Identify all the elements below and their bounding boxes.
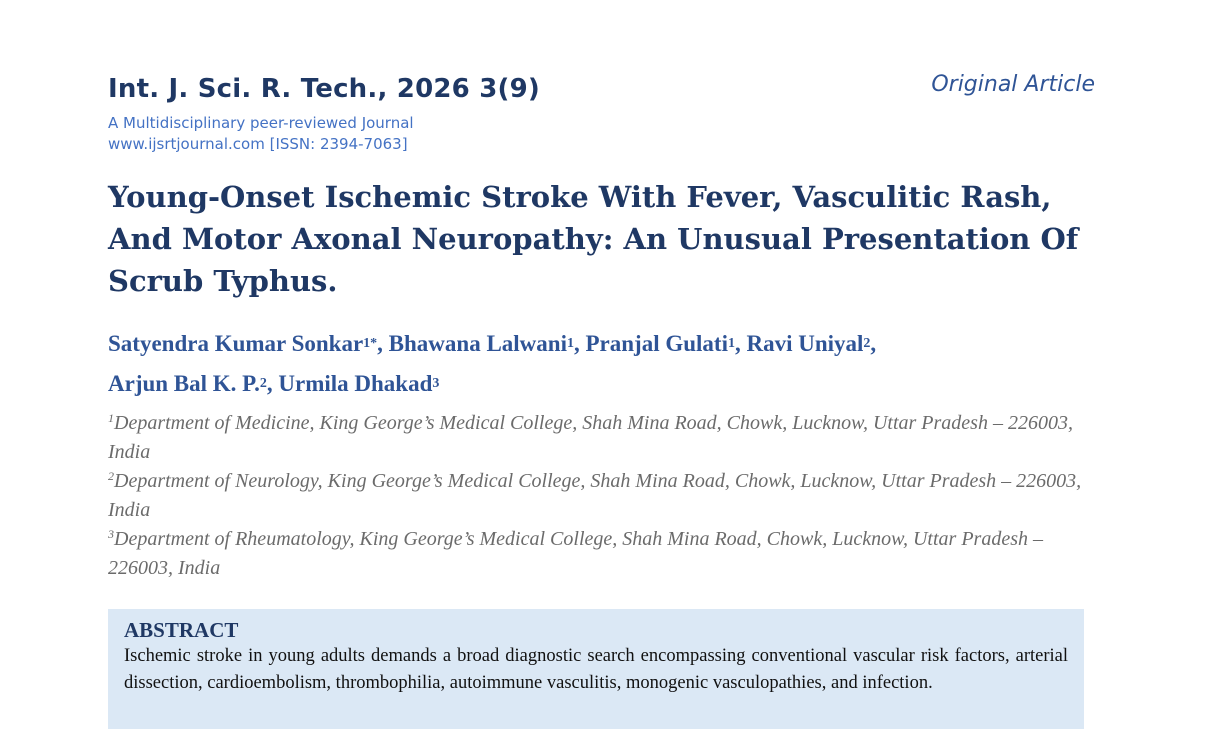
author[interactable]: Pranjal Gulati$^1$ [585,331,735,356]
journal-website-issn[interactable]: www.ijsrtjournal.com [ISSN: 2394-7063] [108,135,408,153]
abstract-text: Ischemic stroke in young adults demands a broad diagnostic search encompassing conventional vascular risk factors, arterial dissection, cardioembolism, thrombophilia, autoimmune vasculitis, monogenic vasculopathies, and infection. [124,646,1068,693]
author-affiliation-marker: 2 [259,376,267,391]
author[interactable]: Arjun Bal K. P.$^2$ [108,371,267,396]
author-affiliation-marker: 1 [727,336,735,351]
author[interactable]: Bhawana Lalwani$^1$ [388,331,574,356]
affiliation: $^1$Department of Medicine, King George’s Medical College, Shah Mina Road, Chowk, Lucknow, Uttar Pradesh – 226003, India [108,411,1073,463]
author-affiliation-marker: 1 [566,336,574,351]
author-affiliation-marker: 2 [863,336,871,351]
affiliation-list [108,409,1098,583]
journal-tagline: A Multidisciplinary peer-reviewed Journal [108,114,414,132]
article-type-label: Original Article [931,72,1095,97]
journal-title: Int. J. Sci. R. Tech., 2026 3(9) [108,74,540,104]
author[interactable]: Ravi Uniyal$^2$ [746,331,871,356]
affiliation: $^2$Department of Neurology, King George’s Medical College, Shah Mina Road, Chowk, Lucknow, Uttar Pradesh – 226003, India [108,469,1082,521]
author-affiliation-marker: 3 [432,376,440,391]
author[interactable]: Satyendra Kumar Sonkar$^{1*}$ [108,331,378,356]
author[interactable]: Urmila Dhakad$^3$ [278,371,440,396]
article-title: Young-Onset Ischemic Stroke With Fever, Vasculitic Rash, And Motor Axonal Neuropathy: An Unusual Presentation Of Scrub Typhus. [108,180,1079,298]
affiliation: $^3$Department of Rheumatology, King George’s Medical College, Shah Mina Road, Chowk, Lucknow, Uttar Pradesh – 226003, India [108,527,1043,579]
abstract-section [108,609,1084,729]
author-affiliation-marker: 1* [363,336,378,351]
author-list: Satyendra Kumar Sonkar$^{1*}$, Bhawana Lalwani$^1$, Pranjal Gulati$^1$, Ravi Uniyal$^2$, Arjun Bal K. P.$^2$, Urmila Dhakad$^3$ [108,331,877,396]
abstract-heading: ABSTRACT [124,618,239,642]
